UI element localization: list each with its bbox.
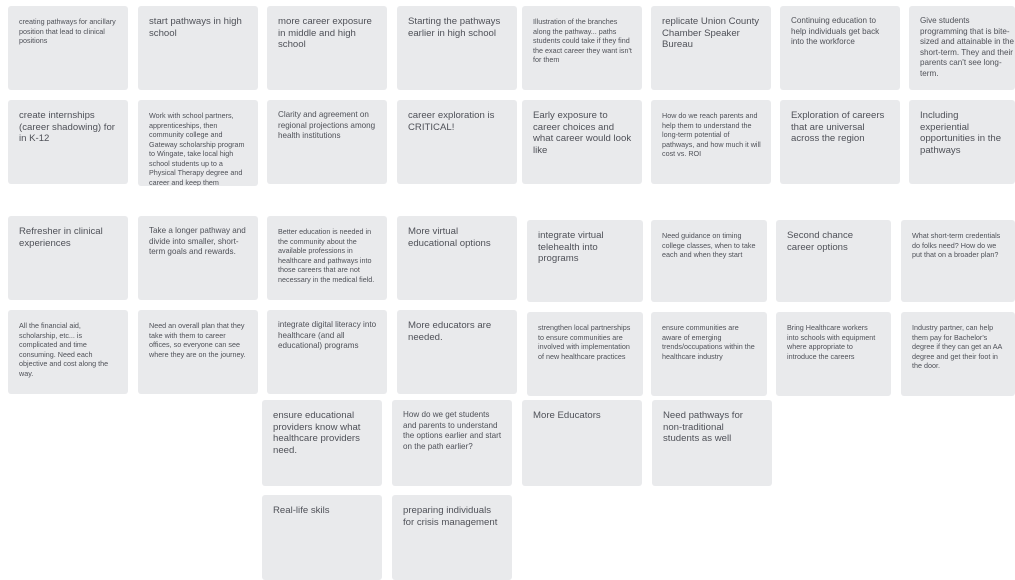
sticky-note[interactable]: Take a longer pathway and divide into smaller, short-term goals and rewards.	[138, 216, 258, 300]
sticky-note[interactable]: create internships (career shadowing) for in K-12	[8, 100, 128, 184]
sticky-note[interactable]: Bring Healthcare workers into schools with equipment where appropriate to introduce the careers	[776, 312, 891, 396]
sticky-note[interactable]: more career exposure in middle and high school	[267, 6, 387, 90]
sticky-note[interactable]: Better education is needed in the community about the available professions in healthcare and pathways into those careers that are not necessary in the medical field.	[267, 216, 387, 300]
sticky-note[interactable]: Give students programming that is bite-sized and attainable in the short-term. They and their parents can't see long-term.	[909, 6, 1015, 90]
sticky-note[interactable]: All the financial aid, scholarship, etc... is complicated and time consuming. Need each objective and cost along the way.	[8, 310, 128, 394]
sticky-note[interactable]: More Educators	[522, 400, 642, 486]
sticky-note[interactable]: Need guidance on timing college classes, when to take each and when they start	[651, 220, 767, 302]
sticky-note[interactable]: Second chance career options	[776, 220, 891, 302]
sticky-note[interactable]: How do we get students and parents to understand the options earlier and start on the path earlier?	[392, 400, 512, 486]
sticky-note[interactable]: Work with school partners, apprenticeships, then community college and Gateway scholarship program to Wingate, take local high school students up to a Physical Therapy degree and career and keep them	[138, 100, 258, 186]
sticky-note[interactable]: career exploration is CRITICAL!	[397, 100, 517, 184]
sticky-note[interactable]: What short-term credentials do folks need? How do we put that on a broader plan?	[901, 220, 1015, 302]
sticky-note[interactable]: Illustration of the branches along the pathway... paths students could take if they find the exact career they want isn't for them	[522, 6, 642, 90]
sticky-note[interactable]: More virtual educational options	[397, 216, 517, 300]
sticky-note[interactable]: Need an overall plan that they take with them to career offices, so everyone can see where they are on the journey.	[138, 310, 258, 394]
sticky-note[interactable]: creating pathways for ancillary position that lead to clinical positions	[8, 6, 128, 90]
sticky-note[interactable]: More educators are needed.	[397, 310, 517, 394]
sticky-note[interactable]: Exploration of careers that are universal across the region	[780, 100, 900, 184]
sticky-note[interactable]: Need pathways for non-traditional students as well	[652, 400, 772, 486]
sticky-note[interactable]: strengthen local partnerships to ensure communities are involved with implementation of new healthcare practices	[527, 312, 643, 396]
sticky-note[interactable]: Real-life skils	[262, 495, 382, 580]
sticky-note[interactable]: replicate Union County Chamber Speaker Bureau	[651, 6, 771, 90]
sticky-note[interactable]: Clarity and agreement on regional projections among health institutions	[267, 100, 387, 184]
sticky-note[interactable]: How do we reach parents and help them to understand the long-term potential of pathways, and how much it will cost vs. ROI	[651, 100, 771, 184]
sticky-note[interactable]: Industry partner, can help them pay for Bachelor's degree if they can get an AA degree and get their foot in the door.	[901, 312, 1015, 396]
sticky-note[interactable]: Refresher in clinical experiences	[8, 216, 128, 300]
sticky-note[interactable]: Starting the pathways earlier in high school	[397, 6, 517, 90]
sticky-note[interactable]: ensure communities are aware of emerging trends/occupations within the healthcare industry	[651, 312, 767, 396]
sticky-note[interactable]: integrate virtual telehealth into programs	[527, 220, 643, 302]
sticky-note[interactable]: Early exposure to career choices and what career would look like	[522, 100, 642, 184]
sticky-note[interactable]: Continuing education to help individuals get back into the workforce	[780, 6, 900, 90]
sticky-note[interactable]: ensure educational providers know what healthcare providers need.	[262, 400, 382, 486]
sticky-note[interactable]: start pathways in high school	[138, 6, 258, 90]
sticky-note[interactable]: integrate digital literacy into healthcare (and all educational) programs	[267, 310, 387, 394]
sticky-note[interactable]: preparing individuals for crisis management	[392, 495, 512, 580]
sticky-note[interactable]: Including experiential opportunities in the pathways	[909, 100, 1015, 184]
